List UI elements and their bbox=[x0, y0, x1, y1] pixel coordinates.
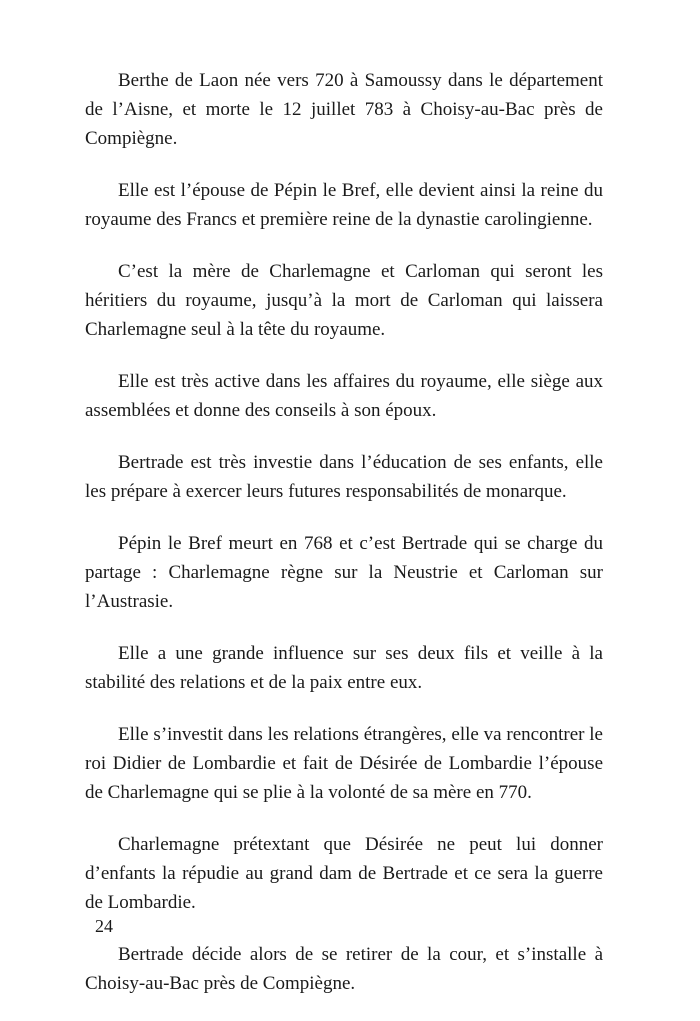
paragraph-5: Bertrade est très investie dans l’éducation de ses enfants, elle les prépare à exercer leurs futures responsabilités de monarque. bbox=[85, 452, 603, 502]
paragraph-9: Charlemagne prétextant que Désirée ne peut lui donner d’enfants la répudie au grand dam de Bertrade et ce sera la guerre de Lombardie. bbox=[85, 834, 603, 913]
paragraph-10: Bertrade décide alors de se retirer de la cour, et s’installe à Choisy-au-Bac près de Compiègne. bbox=[85, 944, 603, 994]
body-text bbox=[85, 66, 603, 1021]
paragraph-2: Elle est l’épouse de Pépin le Bref, elle devient ainsi la reine du royaume des Francs et première reine de la dynastie carolingienne. bbox=[85, 180, 603, 230]
paragraph-4: Elle est très active dans les affaires du royaume, elle siège aux assemblées et donne des conseils à son époux. bbox=[85, 371, 603, 421]
paragraph-7: Elle a une grande influence sur ses deux fils et veille à la stabilité des relations et de la paix entre eux. bbox=[85, 643, 603, 693]
paragraph-1: Berthe de Laon née vers 720 à Samoussy dans le département de l’Aisne, et morte le 12 juillet 783 à Choisy-au-Bac près de Compiègne. bbox=[85, 70, 603, 149]
page-number: 24 bbox=[95, 916, 113, 936]
paragraph-3: C’est la mère de Charlemagne et Carloman qui seront les héritiers du royaume, jusqu’à la mort de Carloman qui laissera Charlemagne seul à la tête du royaume. bbox=[85, 261, 603, 340]
paragraph-8: Elle s’investit dans les relations étrangères, elle va rencontrer le roi Didier de Lombardie et fait de Désirée de Lombardie l’épouse de Charlemagne qui se plie à la volonté de sa mère en 770. bbox=[85, 724, 603, 803]
paragraph-6: Pépin le Bref meurt en 768 et c’est Bertrade qui se charge du partage : Charlemagne règne sur la Neustrie et Carloman sur l’Austrasie. bbox=[85, 533, 603, 612]
